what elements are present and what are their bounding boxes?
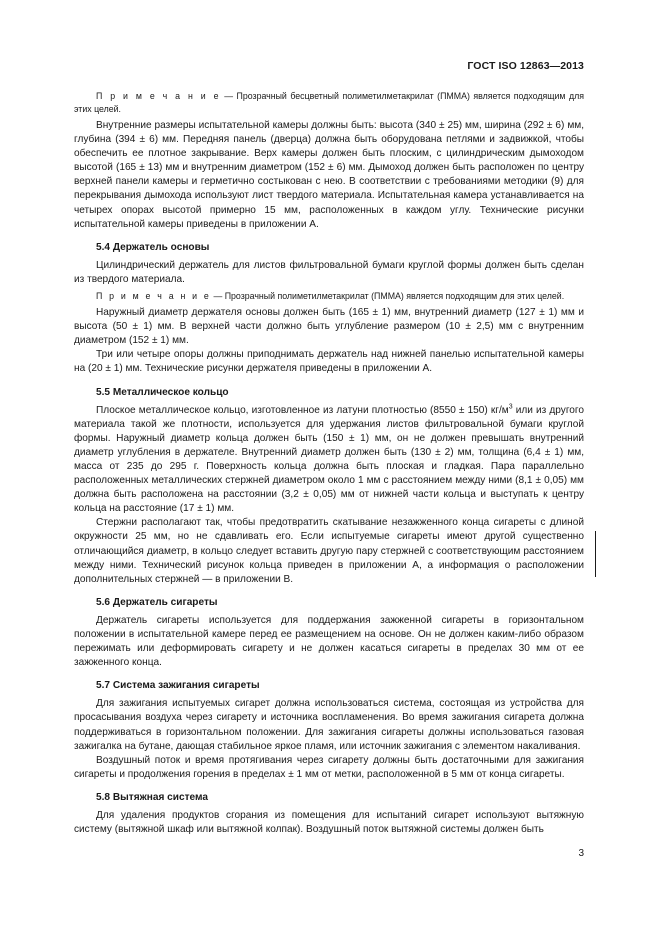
paragraph: Держатель сигареты используется для поддержания зажженной сигареты в горизонтальном положении в испытательной камере перед ее размещением на основе. Он не должен каким-либо образом пережимать или деформировать сигарету и не должен касаться сигареты в пределах 30 мм от ее зажженного конца.	[74, 614, 584, 669]
document-id: ГОСТ ISO 12863—2013	[467, 60, 584, 72]
paragraph: Для удаления продуктов сгорания из помещения для испытаний сигарет используют вытяжную систему (вытяжной шкаф или вытяжной колпак). Воздушный поток вытяжной системы должен быть	[74, 810, 584, 836]
note	[74, 90, 584, 116]
section-heading-5-5: 5.5 Металлическое кольцо	[96, 386, 229, 398]
page-content	[74, 90, 584, 837]
superscript: 3	[508, 403, 513, 411]
paragraph: Стержни располагают так, чтобы предотвратить скатывание незажженного конца сигареты с длиной окружности 25 мм, но не сдавливать его. Если испытуемые сигареты имеют другой существенно отличающийся диаметр, в кольцо следует вставить другую пару стержней с соответствующим расстоянием между ними. Технический рисунок кольца приведен в приложении А, а информация о расположении дополнительных стержней — в приложении В.	[74, 517, 584, 585]
change-bar	[595, 531, 596, 577]
note-text: — Прозрачный полиметилметакрилат (ПММА) является подходящим для этих целей.	[211, 291, 565, 302]
page-number: 3	[578, 848, 584, 859]
section-heading-5-4: 5.4 Держатель основы	[96, 241, 210, 253]
paragraph: Наружный диаметр держателя основы должен быть (165 ± 1) мм, внутренний диаметр (127 ± 1) мм и высота (50 ± 1) мм. В верхней части должно быть углубление размером (10 ± 2,5) мм с внутренним диаметром (152 ± 1) мм.	[74, 307, 584, 347]
paragraph: Цилиндрический держатель для листов фильтровальной бумаги круглой формы должен быть сделан из твердого материала.	[74, 259, 584, 285]
text-run: или из другого материала такой же плотности, используется для удержания листов фильтровальной бумаги круглой формы. Наружный диаметр кольца должен быть (150 ± 1) мм, он не должен превышать внутренний диаметр углубления в держателе. Внутренний диаметр должен быть (130 ± 2) мм, толщина (6,4 ± 1) мм, масса от 235 до 295 г. Поверхность кольца должна быть плоская и гладкая. Пара параллельно расположенных металлических стержней диаметром около 1 мм с расстоянием между ними (8,1 ± 0,05) мм должна быть расположена на расстоянии (3,2 ± 0,05) мм от нижней части кольца и выступать к центру кольца на расстояние (17 ± 1) мм.	[74, 404, 584, 515]
section-heading-5-6: 5.6 Держатель сигареты	[96, 596, 218, 608]
paragraph: Воздушный поток и время протягивания через сигарету должны быть достаточными для зажигания сигареты и продолжения горения в пределах ± 1 мм от метки, расположенной в 5 мм от конца сигареты.	[74, 754, 584, 780]
note-label: П р и м е ч а н и е	[96, 91, 221, 101]
paragraph: Три или четыре опоры должны приподнимать держатель над нижней панелью испытательной камеры на (20 ± 1) мм. Технические рисунки держателя приведены в приложении А.	[74, 349, 584, 375]
note-text: — Прозрачный бесцветный полиметилметакрилат (ПММА) является подходящим для этих целей.	[74, 91, 584, 114]
note-label: П р и м е ч а н и е	[96, 291, 212, 302]
paragraph: Внутренние размеры испытательной камеры должны быть: высота (340 ± 25) мм, ширина (292 ± 6) мм, глубина (394 ± 6) мм. Передняя панель (дверца) должна быть оборудована петлями и задвижкой, чтобы обеспечить ее плотное закрывание. Верх камеры должен быть плоским, с цилиндрическим дымоходом высотой (165 ± 13) мм и внутренним диаметром (152 ± 6) мм. Дымоход должен быть расположен по центру верхней панели камеры и герметично состыкован с нею. В соответствии с требованиями методики (9) для перекрывания дымохода используют лист твердого материала. Испытательная камера устанавливается на четырех опорах высотой примерно 15 мм, расположенных в каждом углу. Технические рисунки испытательной камеры приведены в приложении А.	[74, 120, 584, 230]
paragraph	[74, 404, 584, 517]
section-heading-5-7: 5.7 Система зажигания сигареты	[96, 680, 260, 692]
section-heading-5-8: 5.8 Вытяжная система	[96, 791, 208, 803]
paragraph: Для зажигания испытуемых сигарет должна использоваться система, состоящая из устройства для просасывания воздуха через сигарету и источника воспламенения. Во время зажигания сигарета должна поддерживаться в горизонтальном положении. Для зажигания сигареты должны использоваться газовая зажигалка на бутане, дающая стабильное яркое пламя, или источник зажигания с элементом накаливания.	[74, 698, 584, 752]
note	[74, 290, 584, 303]
text-run: Плоское металлическое кольцо, изготовленное из латуни плотностью (8550 ± 150) кг/м	[96, 404, 509, 416]
